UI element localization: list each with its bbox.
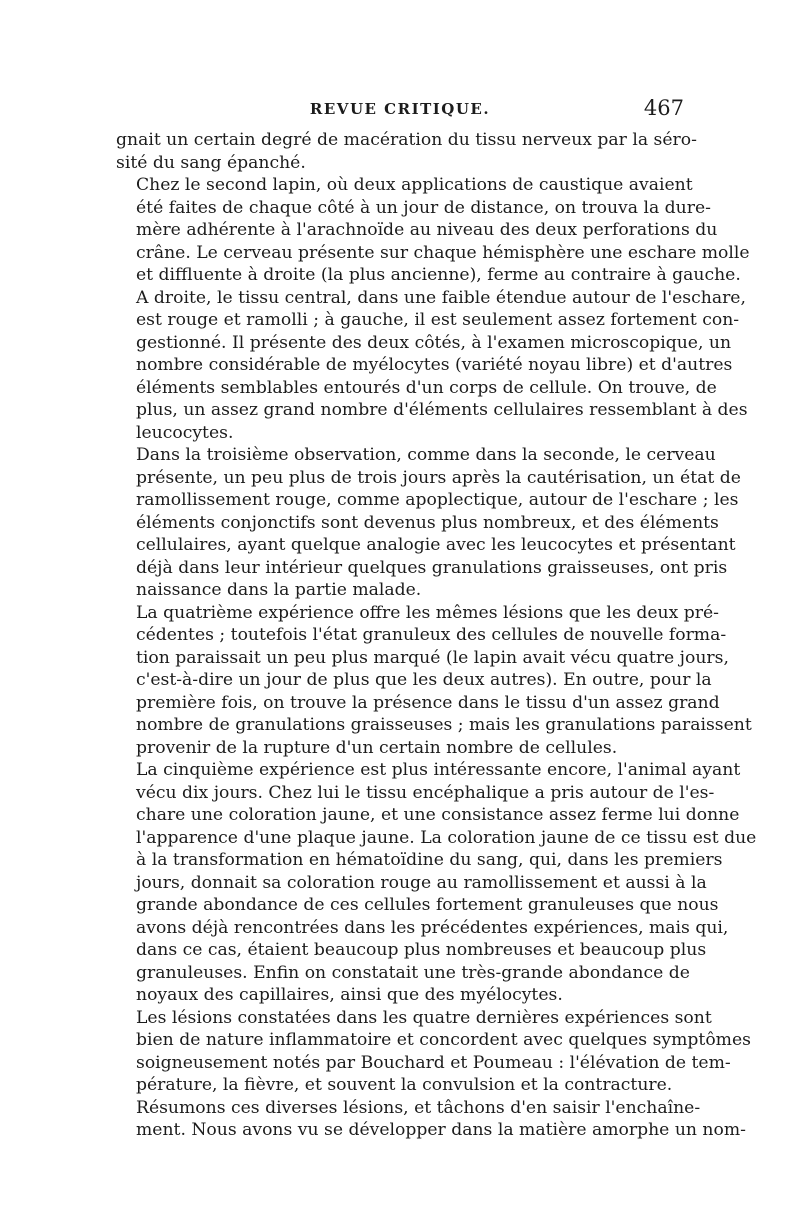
- running-title: REVUE CRITIQUE.: [309, 100, 491, 118]
- text-line: granuleuses. Enfin on constatait une très-grande abondance de: [136, 962, 690, 983]
- paragraph: [116, 1007, 751, 1097]
- text-line: Dans la troisième observation, comme dans la seconde, le cerveau: [136, 445, 716, 465]
- paragraph: [116, 444, 741, 602]
- text-line: éléments semblables entourés d'un corps de cellule. On trouve, de: [136, 377, 717, 398]
- text-line: tion paraissait un peu plus marqué (le lapin avait vécu quatre jours,: [136, 647, 729, 668]
- body-text: [116, 129, 757, 1142]
- text-line: Chez le second lapin, où deux applications de caustique avaient: [136, 175, 693, 195]
- text-line: nombre de granulations graisseuses ; mais les granulations paraissent: [136, 715, 752, 735]
- text-line: gestionné. Il présente des deux côtés, à l'examen microscopique, un: [136, 332, 732, 353]
- text-line: soigneusement notés par Bouchard et Poumeau : l'élévation de tem-: [136, 1052, 731, 1073]
- text-line: pérature, la fièvre, et souvent la convulsion et la contracture.: [136, 1075, 673, 1095]
- text-line: bien de nature inflammatoire et concordent avec quelques symptômes: [136, 1030, 751, 1050]
- text-line: nombre considérable de myélocytes (variété noyau libre) et d'autres: [136, 355, 733, 375]
- text-line: A droite, le tissu central, dans une faible étendue autour de l'eschare,: [136, 287, 746, 308]
- text-line: première fois, on trouve la présence dans le tissu d'un assez grand: [136, 692, 720, 713]
- text-line: avons déjà rencontrées dans les précédentes expériences, mais qui,: [136, 917, 729, 938]
- page-number: 467: [643, 96, 684, 120]
- page-header: [116, 96, 684, 126]
- paragraph: [116, 1097, 746, 1142]
- text-line: et diffluente à droite (la plus ancienne), ferme au contraire à gauche.: [136, 265, 741, 285]
- paragraph: [116, 759, 757, 1007]
- text-line: sité du sang épanché.: [116, 152, 306, 173]
- text-line: leucocytes.: [136, 422, 234, 443]
- text-line: naissance dans la partie malade.: [136, 580, 422, 600]
- text-line: crâne. Le cerveau présente sur chaque hémisphère une eschare molle: [136, 242, 750, 263]
- paragraph: [116, 174, 750, 444]
- text-line: dans ce cas, étaient beaucoup plus nombreuses et beaucoup plus: [136, 940, 707, 960]
- text-line: plus, un assez grand nombre d'éléments cellulaires ressemblant à des: [136, 400, 748, 420]
- text-line: gnait un certain degré de macération du tissu nerveux par la séro-: [116, 130, 697, 150]
- text-line: est rouge et ramolli ; à gauche, il est seulement assez fortement con-: [136, 310, 740, 330]
- text-line: éléments conjonctifs sont devenus plus nombreux, et des éléments: [136, 512, 719, 533]
- text-line: La cinquième expérience est plus intéressante encore, l'animal ayant: [136, 760, 741, 780]
- text-line: chare une coloration jaune, et une consistance assez ferme lui donne: [136, 805, 740, 825]
- text-line: cellulaires, ayant quelque analogie avec les leucocytes et présentant: [136, 535, 736, 555]
- text-line: c'est-à-dire un jour de plus que les deux autres). En outre, pour la: [136, 670, 712, 690]
- text-line: cédentes ; toutefois l'état granuleux des cellules de nouvelle forma-: [136, 625, 727, 645]
- paragraph: [116, 602, 752, 760]
- text-line: jours, donnait sa coloration rouge au ramollissement et aussi à la: [136, 872, 707, 893]
- text-line: Résumons ces diverses lésions, et tâchons d'en saisir l'enchaîne-: [136, 1097, 701, 1118]
- text-line: La quatrième expérience offre les mêmes lésions que les deux pré-: [136, 602, 719, 623]
- text-line: été faites de chaque côté à un jour de distance, on trouva la dure-: [136, 197, 711, 218]
- text-line: déjà dans leur intérieur quelques granulations graisseuses, ont pris: [136, 557, 728, 578]
- text-line: présente, un peu plus de trois jours après la cautérisation, un état de: [136, 467, 741, 488]
- text-line: l'apparence d'une plaque jaune. La coloration jaune de ce tissu est due: [136, 827, 757, 848]
- paragraph: [116, 129, 697, 174]
- text-line: à la transformation en hématoïdine du sang, qui, dans les premiers: [136, 850, 723, 870]
- text-line: ramollissement rouge, comme apoplectique, autour de l'eschare ; les: [136, 490, 739, 510]
- text-line: noyaux des capillaires, ainsi que des myélocytes.: [136, 985, 563, 1005]
- text-line: vécu dix jours. Chez lui le tissu encéphalique a pris autour de l'es-: [136, 782, 715, 803]
- text-line: grande abondance de ces cellules fortement granuleuses que nous: [136, 895, 719, 915]
- text-line: Les lésions constatées dans les quatre dernières expériences sont: [136, 1007, 712, 1028]
- text-line: mère adhérente à l'arachnoïde au niveau des deux perforations du: [136, 220, 718, 240]
- text-line: ment. Nous avons vu se développer dans la matière amorphe un nom-: [136, 1120, 746, 1140]
- text-line: provenir de la rupture d'un certain nombre de cellules.: [136, 737, 618, 758]
